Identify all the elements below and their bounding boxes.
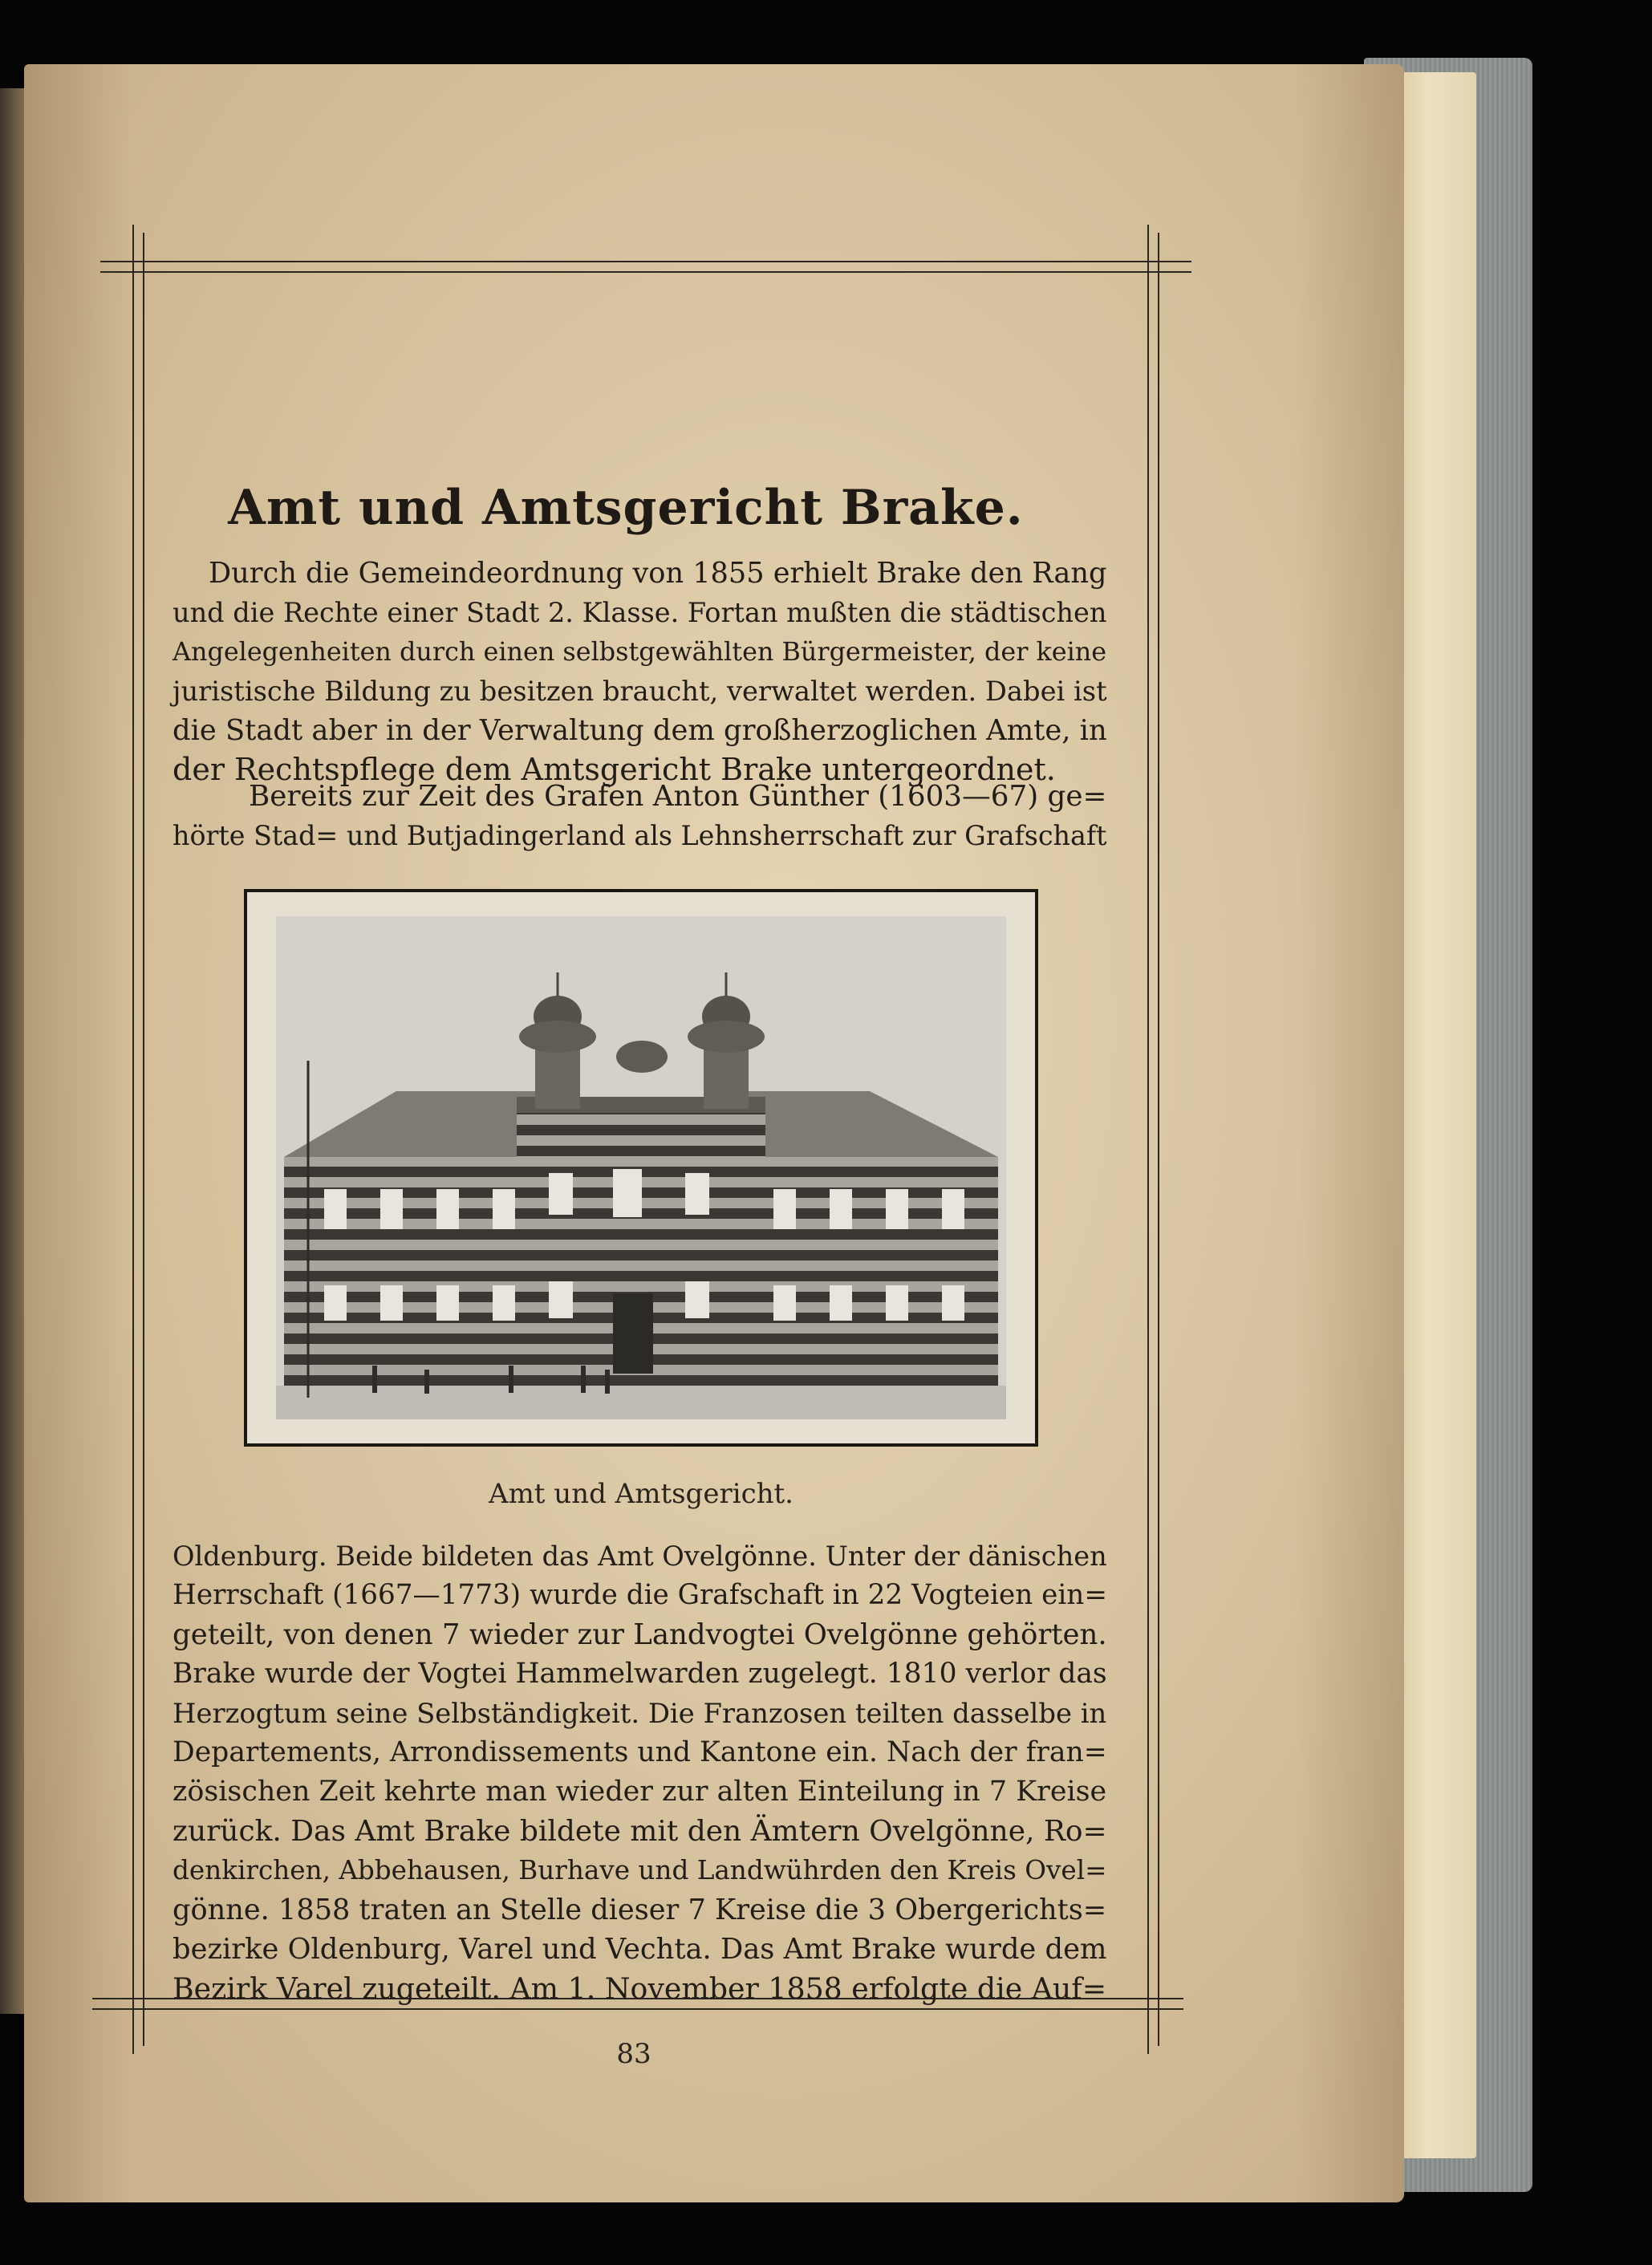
page-number: 83	[616, 2038, 651, 2070]
text-line: hörte Stad= und Butjadingerland als Lehnsherrschaft zur Grafschaft	[173, 820, 1107, 851]
frame-bottom-line-inner	[92, 2008, 1183, 2010]
building-photograph	[244, 889, 1038, 1447]
text-line: Durch die Gemeindeordnung von 1855 erhielt Brake den Rang	[209, 557, 1107, 590]
frame-top-line-inner	[100, 271, 1191, 273]
text-line: und die Rechte einer Stadt 2. Klasse. Fortan mußten die städtischen	[173, 597, 1107, 628]
text-line: zösischen Zeit kehrte man wieder zur alten Einteilung in 7 Kreise	[173, 1776, 1107, 1808]
text-line: Oldenburg. Beide bildeten das Amt Ovelgönne. Unter der dänischen	[173, 1540, 1107, 1572]
text-line: der Rechtspflege dem Amtsgericht Brake untergeordnet.	[173, 752, 1056, 787]
text-line: juristische Bildung zu besitzen braucht, verwaltet werden. Dabei ist	[173, 676, 1107, 707]
text-line: gönne. 1858 traten an Stelle dieser 7 Kreise die 3 Obergerichts=	[173, 1894, 1107, 1926]
text-line: Bereits zur Zeit des Grafen Anton Günther (1603—67) ge=	[249, 780, 1107, 813]
text-line: bezirke Oldenburg, Varel und Vechta. Das Amt Brake wurde dem	[173, 1933, 1107, 1966]
text-line: Herrschaft (1667—1773) wurde die Grafschaft in 22 Vogteien ein=	[173, 1579, 1107, 1611]
text-line: denkirchen, Abbehausen, Burhave und Landwührden den Kreis Ovel=	[173, 1855, 1107, 1885]
figure-caption: Amt und Amtsgericht.	[489, 1478, 794, 1510]
frame-right-line-inner	[1158, 233, 1159, 2046]
paragraph-1	[173, 554, 1107, 790]
photo-image	[276, 916, 1006, 1419]
paragraph-2	[173, 777, 1107, 855]
text-line: zurück. Das Amt Brake bildete mit den Ämtern Ovelgönne, Ro=	[173, 1815, 1107, 1848]
text-line: Departements, Arrondissements und Kantone ein. Nach der fran=	[173, 1736, 1107, 1768]
text-line: geteilt, von denen 7 wieder zur Landvogtei Ovelgönne gehörten.	[173, 1618, 1107, 1651]
text-line: Herzogtum seine Selbständigkeit. Die Franzosen teilten dasselbe in	[173, 1698, 1107, 1729]
page-title: Amt und Amtsgericht Brake.	[228, 480, 1024, 536]
text-line: Bezirk Varel zugeteilt. Am 1. November 1858 erfolgte die Auf=	[173, 1971, 1107, 2006]
frame-top-line	[100, 261, 1191, 262]
building-illustration	[276, 916, 1006, 1419]
paragraph-3	[173, 1536, 1107, 2008]
text-line: Brake wurde der Vogtei Hammelwarden zugelegt. 1810 verlor das	[173, 1658, 1107, 1690]
text-line: Angelegenheiten durch einen selbstgewählten Bürgermeister, der keine	[173, 636, 1107, 667]
text-line: die Stadt aber in der Verwaltung dem großherzoglichen Amte, in	[173, 714, 1107, 747]
frame-right-line	[1147, 225, 1149, 2054]
